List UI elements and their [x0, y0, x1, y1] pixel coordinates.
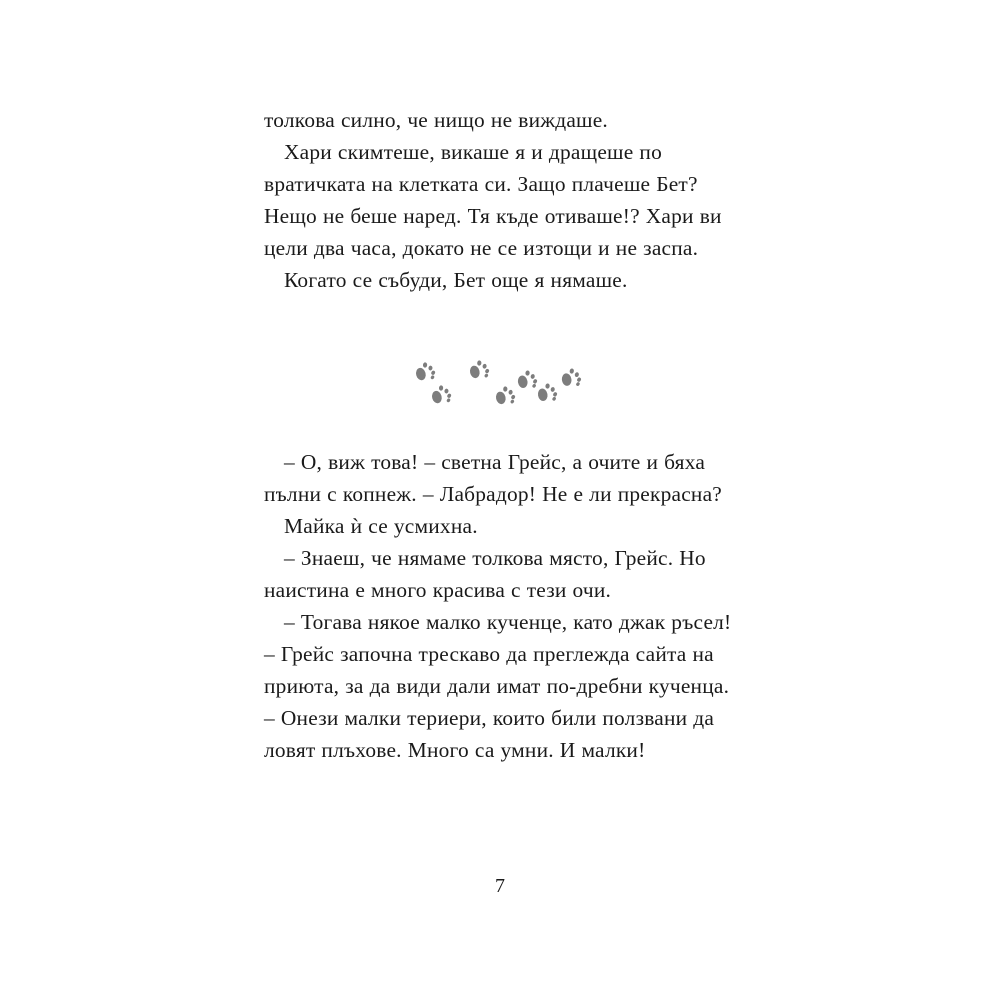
paw-print-divider [264, 352, 734, 408]
paragraph: – Тогава някое малко кученце, като джак ръсел! – Грейс започна трескаво да преглежда сайта на приюта, за да види дали имат по-дребни кученца. – Онези малки териери, които били ползвани да ловят плъхове. Много са умни. И малки! [264, 610, 732, 762]
body-text-bottom [264, 446, 734, 766]
paw-print-icon [428, 383, 454, 408]
paragraph: – Знаеш, че нямаме толкова място, Грейс. Но наистина е много красива с тези очи. [264, 546, 706, 602]
paragraph: толкова силно, че нищо не виждаше. [264, 108, 608, 132]
paragraph: Хари скимтеше, викаше я и дращеше по вратичката на клетката си. Защо плачеше Бет? Нещо не беше наред. Тя къде отиваше!? Хари ви цели два часа, докато не се изтощи и не заспа. [264, 140, 722, 260]
paw-print-icon [412, 360, 438, 385]
page-number: 7 [495, 875, 505, 897]
paw-print-icon [559, 367, 584, 390]
paw-print-icon [466, 358, 492, 382]
paragraph: – О, виж това! – светна Грейс, а очите и бяха пълни с копнеж. – Лабрадор! Не е ли прекрасна? [264, 450, 723, 506]
paragraph: Майка ѝ се усмихна. [284, 514, 478, 538]
paw-print-icon [492, 384, 518, 408]
paw-print-icon [534, 381, 559, 405]
body-text-top [264, 104, 734, 296]
paragraph: Когато се събуди, Бет още я нямаше. [284, 268, 628, 292]
